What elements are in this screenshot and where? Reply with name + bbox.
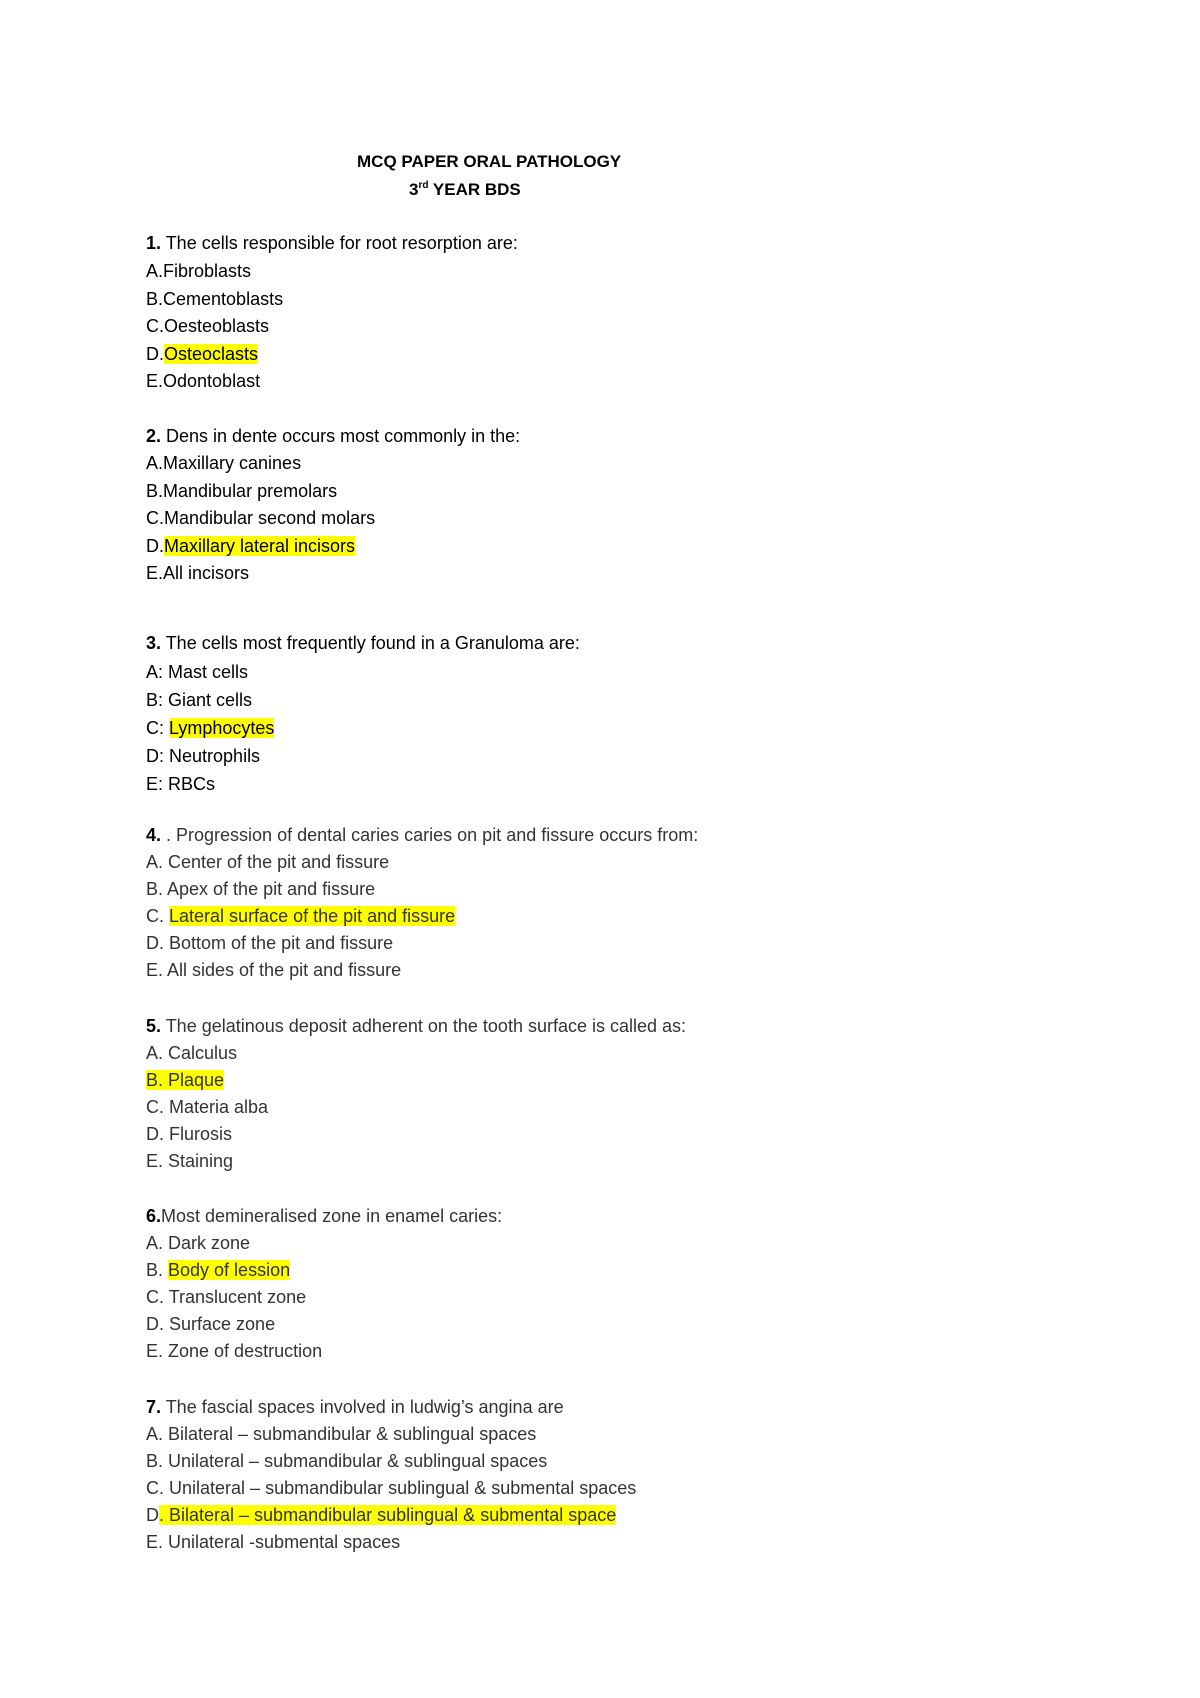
option-letter: B.	[146, 288, 164, 309]
option-text: RBCs	[168, 774, 216, 794]
option-a	[146, 258, 1046, 286]
option-letter: C.	[146, 508, 164, 528]
question-3	[146, 628, 1046, 798]
option-text: Mandibular second molars	[164, 508, 376, 528]
option-d	[146, 742, 1046, 770]
option-letter: D.	[146, 343, 164, 364]
option-letter: B:	[146, 690, 169, 710]
option-text: Cementoblasts	[163, 288, 284, 309]
option-letter: A.	[146, 1043, 169, 1063]
option-b	[146, 876, 1046, 903]
highlighted-answer: Osteoclasts	[164, 343, 259, 364]
option-b	[146, 1448, 1046, 1475]
option-letter: D.	[146, 535, 164, 556]
option-a	[146, 1040, 1046, 1067]
option-letter: A.	[146, 1233, 169, 1253]
option-letter: C.	[146, 906, 170, 926]
option-letter: C.	[146, 316, 164, 336]
question-number: 3.	[146, 633, 162, 653]
question-text: Dens in dente occurs most commonly in the:	[161, 426, 521, 446]
option-a	[146, 1230, 1046, 1257]
option-d	[146, 1121, 1046, 1148]
question-stem	[146, 1203, 1046, 1230]
option-letter: D.	[146, 1124, 170, 1144]
option-b-answer	[146, 1257, 1046, 1284]
option-letter: C.	[146, 1097, 170, 1117]
option-e	[146, 560, 1046, 588]
option-e	[146, 1529, 1046, 1556]
option-c	[146, 1475, 1046, 1502]
highlighted-answer: Lymphocytes	[169, 718, 275, 738]
highlighted-answer: Maxillary lateral incisors	[164, 535, 356, 556]
question-text: The cells responsible for root resorption are:	[161, 233, 518, 253]
option-a	[146, 450, 1046, 478]
year-label: YEAR BDS	[428, 180, 521, 199]
option-e	[146, 770, 1046, 798]
option-letter: A.	[146, 453, 164, 473]
year-number: 3	[409, 180, 419, 199]
option-e	[146, 1148, 1046, 1175]
option-letter: D	[146, 1505, 159, 1525]
option-text: Dark zone	[168, 1233, 251, 1253]
option-text: Maxillary canines	[163, 453, 302, 473]
option-letter: E.	[146, 1532, 169, 1552]
highlighted-answer: Body of lession	[168, 1260, 291, 1280]
option-text: Unilateral – submandibular & sublingual spaces	[168, 1451, 548, 1471]
question-4	[146, 822, 1046, 984]
option-letter: E:	[146, 774, 169, 794]
option-letter: B.	[146, 1451, 169, 1471]
option-text: Fibroblasts	[163, 261, 252, 281]
highlighted-answer: B. Plaque	[146, 1070, 225, 1090]
question-number: 7.	[146, 1397, 162, 1417]
question-1	[146, 228, 1046, 396]
option-c-answer	[146, 714, 1046, 742]
option-text: Translucent zone	[168, 1287, 307, 1307]
option-text: Staining	[168, 1151, 234, 1171]
option-letter: E.	[146, 563, 164, 583]
option-text: Giant cells	[168, 690, 253, 710]
option-letter: C.	[146, 1287, 169, 1307]
question-number: 6.	[146, 1206, 162, 1226]
question-stem	[146, 1013, 1046, 1040]
option-text: Bilateral – submandibular & sublingual spaces	[168, 1424, 537, 1444]
option-letter: C.	[146, 1478, 170, 1498]
question-5	[146, 1013, 1046, 1175]
option-letter: D:	[146, 746, 170, 766]
question-number: 2.	[146, 426, 162, 446]
option-a	[146, 1421, 1046, 1448]
option-text: Surface zone	[169, 1314, 276, 1334]
option-b-answer	[146, 1067, 1046, 1094]
question-text: The gelatinous deposit adherent on the tooth surface is called as:	[161, 1016, 687, 1036]
option-c-answer	[146, 903, 1046, 930]
question-stem	[146, 822, 1046, 849]
question-number: 4.	[146, 825, 162, 845]
option-text: All incisors	[163, 563, 250, 583]
option-letter: E.	[146, 371, 164, 391]
option-a	[146, 658, 1046, 686]
option-text: Center of the pit and fissure	[168, 852, 390, 872]
highlighted-answer: . Bilateral – submandibular sublingual & submental space	[159, 1505, 617, 1525]
question-text: . Progression of dental caries caries on pit and fissure occurs from:	[161, 825, 699, 845]
option-letter: D.	[146, 933, 170, 953]
option-text: Bottom of the pit and fissure	[169, 933, 394, 953]
option-d	[146, 1311, 1046, 1338]
page-title: MCQ PAPER ORAL PATHOLOGY	[357, 152, 622, 171]
question-2	[146, 423, 1046, 588]
highlighted-answer: Lateral surface of the pit and fissure	[169, 906, 456, 926]
option-text: Materia alba	[169, 1097, 269, 1117]
question-7	[146, 1394, 1046, 1556]
option-d-answer	[146, 533, 1046, 561]
option-text: Calculus	[168, 1043, 238, 1063]
option-e	[146, 1338, 1046, 1365]
option-letter: B.	[146, 879, 168, 899]
question-stem	[146, 1394, 1046, 1421]
option-text: Neutrophils	[169, 746, 261, 766]
option-d	[146, 930, 1046, 957]
option-letter: A:	[146, 662, 169, 682]
option-e	[146, 368, 1046, 396]
option-letter: C:	[146, 718, 170, 738]
option-letter: A.	[146, 261, 164, 281]
question-text: The cells most frequently found in a Granuloma are:	[161, 633, 580, 653]
option-c	[146, 1094, 1046, 1121]
option-letter: A.	[146, 852, 169, 872]
option-text: Unilateral – submandibular sublingual & submental spaces	[169, 1478, 637, 1498]
option-text: Odontoblast	[163, 371, 261, 391]
option-c	[146, 313, 1046, 341]
question-text: The fascial spaces involved in ludwig’s angina are	[161, 1397, 564, 1417]
option-text: Mandibular premolars	[163, 480, 338, 501]
question-number: 1.	[146, 233, 162, 253]
option-text: Zone of destruction	[168, 1341, 323, 1361]
option-c	[146, 1284, 1046, 1311]
option-c	[146, 505, 1046, 533]
option-letter: D.	[146, 1314, 170, 1334]
option-text: Flurosis	[169, 1124, 233, 1144]
question-stem	[146, 228, 1046, 258]
option-letter: E.	[146, 1151, 169, 1171]
option-a	[146, 849, 1046, 876]
question-stem	[146, 423, 1046, 450]
page-subtitle	[409, 176, 521, 204]
option-text: Mast cells	[168, 662, 249, 682]
option-text: Oesteoblasts	[164, 316, 270, 336]
option-text: Apex of the pit and fissure	[167, 879, 376, 899]
option-text: All sides of the pit and fissure	[167, 960, 402, 980]
option-letter: E.	[146, 960, 168, 980]
question-text: Most demineralised zone in enamel caries:	[161, 1206, 503, 1226]
option-d-answer	[146, 1502, 1046, 1529]
year-ordinal-suffix: rd	[418, 180, 429, 191]
option-text: Unilateral -submental spaces	[168, 1532, 401, 1552]
option-letter: A.	[146, 1424, 169, 1444]
option-letter: B.	[146, 480, 164, 501]
option-letter: B.	[146, 1260, 169, 1280]
question-stem	[146, 628, 1046, 658]
option-b	[146, 286, 1046, 314]
question-number: 5.	[146, 1016, 162, 1036]
option-e	[146, 957, 1046, 984]
option-d-answer	[146, 341, 1046, 369]
question-6	[146, 1203, 1046, 1365]
option-letter: E.	[146, 1341, 169, 1361]
option-b	[146, 686, 1046, 714]
option-b	[146, 478, 1046, 506]
